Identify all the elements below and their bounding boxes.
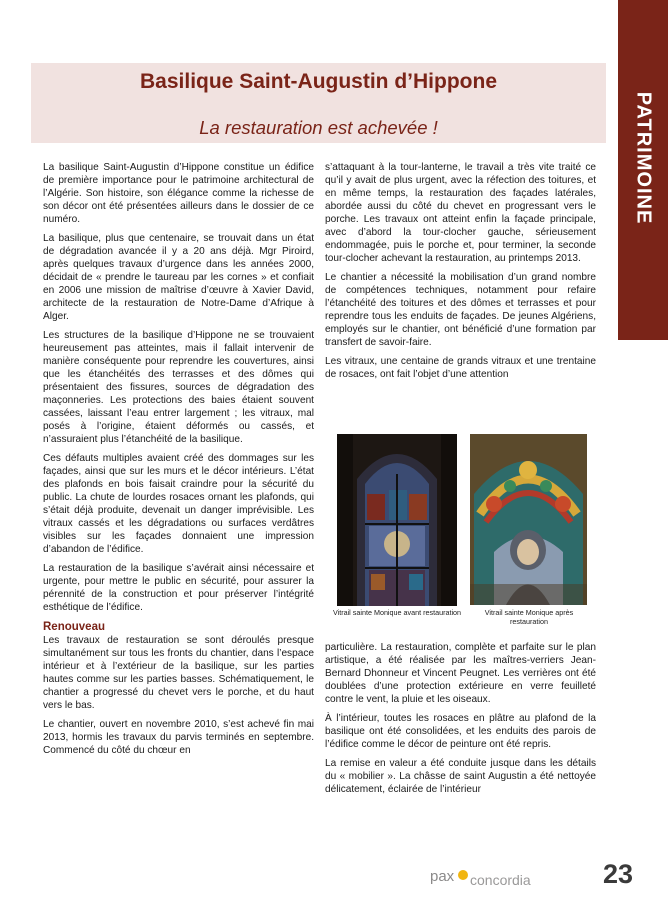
paragraph: Les travaux de restauration se sont déroulés presque simultanément sur tous les fronts du chantier, dans l’espace intérieur et à l’extérieur de la basilique, sur les parties hautes comme sur les parties basses. Schématiquement, le chantier a progressé du chevet vers le porche, et du haut vers le bas. (43, 635, 314, 711)
paragraph: À l’intérieur, toutes les rosaces en plâtre au plafond de la basilique ont été consolidées, et les enduits des parois de l’édifice comme le décor de peinture ont été repris. (325, 713, 596, 750)
figure-caption: Vitrail sainte Monique avant restauration (332, 608, 462, 617)
paragraph: La basilique Saint-Augustin d’Hippone constitue un édifice de première importance pour le patrimoine architectural de l’Algérie. Son histoire, son élégance comme la richesse de son décor ont été présentées ailleurs dans le dossier de ce numéro. (43, 162, 314, 225)
paragraph: particulière. La restauration, complète et parfaite sur le plan artistique, a été réalisée par les maîtres-verriers Jean-Bernard Dhonneur et Vincent Peugnet. Les verrières ont été doublées d’une protection extérieure en verre feuilleté contre le vent, la pluie et les oiseaux. (325, 642, 596, 705)
paragraph: Les structures de la basilique d’Hippone ne se trouvaient heureusement pas atteintes, mais il fallait intervenir de manière conséquente pour reprendre les couvertures, ainsi que les étanchéités des terrasses et des dômes qui présentaient des fissures, sources de dégradation des maçonneries. Les protections des baies étaient souvent cassées, laissant l’eau entrer largement ; les vitraux, mal posés à l’origine, étaient déformés ou cassés, et n’assuraient plus l’étanchéité de la basilique. (43, 330, 314, 445)
article-title: Basilique Saint-Augustin d’Hippone (140, 70, 497, 93)
page-number: 23 (603, 859, 634, 889)
figure-caption: Vitrail sainte Monique après restauration (484, 608, 574, 626)
logo-dot-icon (458, 870, 468, 880)
left-column (43, 161, 314, 763)
logo-text-pax: pax (430, 868, 455, 885)
stained-glass-before-photo (337, 434, 457, 606)
section-heading: Renouveau (43, 621, 105, 633)
paragraph: Les vitraux, une centaine de grands vitraux et une trentaine de rosaces, ont fait l’objet d’une attention (325, 356, 596, 380)
paragraph: La restauration de la basilique s’avérait ainsi nécessaire et urgente, pour mettre le public en sécurité, pour assurer la pérennité de la construction et pour préserver l’intégrité esthétique de l’édifice. (43, 563, 314, 613)
section-label: PATRIMOINE (632, 91, 655, 225)
stained-glass-after-photo (470, 434, 587, 605)
right-column-bottom (325, 641, 596, 802)
article-subtitle: La restauration est achevée ! (199, 117, 438, 138)
paragraph: Ces défauts multiples avaient créé des dommages sur les façades, ainsi que sur les murs et le décor intérieurs. L’état des plafonds en bois faisait craindre pour la sécurité du public. La chute de lourdes rosaces ornant les plafonds, qui s’était déjà produite, devenait un danger imprévisible. Les vitraux cassés et les dégradations ou surfaces verdâtres visibles sur les façades donnaient une impression d’abandon de l’édifice. (43, 453, 314, 555)
paragraph: Le chantier a nécessité la mobilisation d’un grand nombre de compétences techniques, notamment pour refaire l’étanchéité des toitures et des dômes et terrasses et pour reprendre tous les enduits de façades. De jeunes Algériens, employés sur le chantier, ont bénéficié d’une formation par transfert de savoir-faire. (325, 272, 596, 348)
right-column-top (325, 161, 596, 387)
pax-concordia-logo (430, 868, 570, 890)
logo-text-concordia: concordia (470, 872, 531, 888)
paragraph: Le chantier, ouvert en novembre 2010, s’est achevé fin mai 2013, hormis les travaux du parvis terminés en septembre. Commencé du côté du chœur en (43, 719, 314, 756)
paragraph: La remise en valeur a été conduite jusque dans les détails du « mobilier ». La châsse de saint Augustin a été nettoyée délicatement, éclairée de l’intérieur (325, 758, 596, 795)
paragraph: s’attaquant à la tour-lanterne, le travail a très vite traité ce qu’il y avait de plus urgent, avec la réfection des toitures, et en même temps, la restauration des façades latérales, abordée aussi du côté du chevet en progressant vers le porche. Les travaux ont atteint enfin la façade principale, avec d’abord la tour-clocher gauche, sérieusement endommagée, puis le porche et, pour terminer, la seconde tour-clocher achevant la restauration, au printemps 2013. (325, 162, 596, 264)
paragraph: La basilique, plus que centenaire, se trouvait dans un état de dégradation avancée il y a 20 ans déjà. Mgr Piroird, après quelques travaux d’urgence dans les années 2000, décidait de « prendre le taureau par les cornes » et confiait en 2006 une mission de maîtrise d’œuvre à Xavier David, architecte de la restauration de Notre-Dame d’Afrique à Alger. (43, 233, 314, 322)
